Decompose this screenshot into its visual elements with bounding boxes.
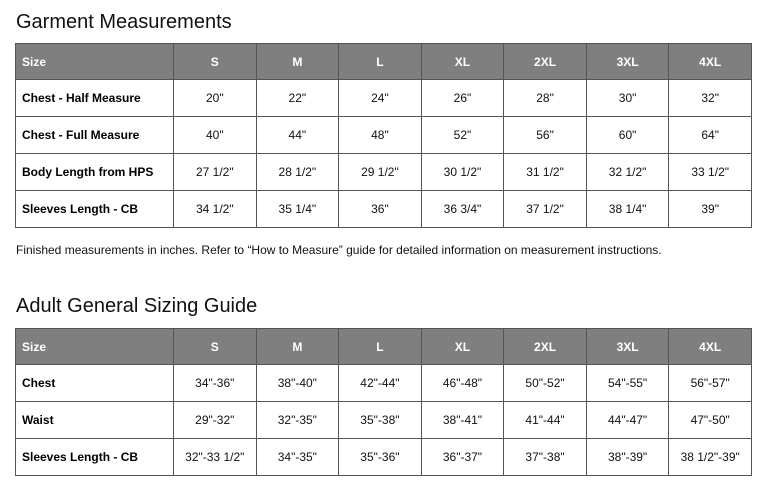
table-header-row <box>16 44 752 80</box>
table-cell: 20" <box>174 80 257 117</box>
table-cell: 31 1/2" <box>504 154 587 191</box>
table-cell: 30" <box>586 80 669 117</box>
row-label: Chest <box>16 365 174 402</box>
table-cell: 34"-35" <box>256 439 339 476</box>
table-row <box>16 402 752 439</box>
header-cell-2xl: 2XL <box>504 329 587 365</box>
header-cell-l: L <box>339 329 422 365</box>
header-cell-s: S <box>174 44 257 80</box>
table-cell: 64" <box>669 117 752 154</box>
row-label: Chest - Half Measure <box>16 80 174 117</box>
header-cell-m: M <box>256 329 339 365</box>
table-row <box>16 191 752 228</box>
table-cell: 46"-48" <box>421 365 504 402</box>
table-header-row <box>16 329 752 365</box>
table-cell: 35"-36" <box>339 439 422 476</box>
table-cell: 39" <box>669 191 752 228</box>
table-cell: 38 1/4" <box>586 191 669 228</box>
table-cell: 37 1/2" <box>504 191 587 228</box>
garment-measurements-table <box>15 43 752 228</box>
table-cell: 22" <box>256 80 339 117</box>
header-cell-3xl: 3XL <box>586 44 669 80</box>
header-cell-xl: XL <box>421 329 504 365</box>
table-cell: 47"-50" <box>669 402 752 439</box>
table-cell: 32 1/2" <box>586 154 669 191</box>
table-row <box>16 80 752 117</box>
table-cell: 50"-52" <box>504 365 587 402</box>
measurement-note: Finished measurements in inches. Refer to “How to Measure” guide for detailed information on measurement instructions. <box>16 243 662 257</box>
table-cell: 56" <box>504 117 587 154</box>
header-cell-2xl: 2XL <box>504 44 587 80</box>
table-cell: 33 1/2" <box>669 154 752 191</box>
table-cell: 37"-38" <box>504 439 587 476</box>
table-cell: 32" <box>669 80 752 117</box>
row-label: Body Length from HPS <box>16 154 174 191</box>
header-cell-size: Size <box>16 44 174 80</box>
adult-sizing-guide-table <box>15 328 752 476</box>
table-cell: 38"-40" <box>256 365 339 402</box>
table-cell: 48" <box>339 117 422 154</box>
table-cell: 34"-36" <box>174 365 257 402</box>
table-cell: 24" <box>339 80 422 117</box>
row-label: Sleeves Length - CB <box>16 191 174 228</box>
table-cell: 52" <box>421 117 504 154</box>
table-cell: 54"-55" <box>586 365 669 402</box>
header-cell-s: S <box>174 329 257 365</box>
table-cell: 30 1/2" <box>421 154 504 191</box>
table-cell: 26" <box>421 80 504 117</box>
header-cell-l: L <box>339 44 422 80</box>
table-cell: 44" <box>256 117 339 154</box>
header-cell-xl: XL <box>421 44 504 80</box>
table-cell: 60" <box>586 117 669 154</box>
header-cell-3xl: 3XL <box>586 329 669 365</box>
header-cell-4xl: 4XL <box>669 44 752 80</box>
table-cell: 34 1/2" <box>174 191 257 228</box>
table-row <box>16 365 752 402</box>
table-cell: 36"-37" <box>421 439 504 476</box>
table-row <box>16 117 752 154</box>
table-cell: 36 3/4" <box>421 191 504 228</box>
table-cell: 36" <box>339 191 422 228</box>
table-cell: 56"-57" <box>669 365 752 402</box>
table-cell: 35 1/4" <box>256 191 339 228</box>
table-row <box>16 154 752 191</box>
garment-measurements-title: Garment Measurements <box>16 11 232 33</box>
table-cell: 44"-47" <box>586 402 669 439</box>
table-cell: 28" <box>504 80 587 117</box>
table-cell: 41"-44" <box>504 402 587 439</box>
table-cell: 35"-38" <box>339 402 422 439</box>
row-label: Chest - Full Measure <box>16 117 174 154</box>
table-cell: 42"-44" <box>339 365 422 402</box>
table-cell: 38"-39" <box>586 439 669 476</box>
header-cell-4xl: 4XL <box>669 329 752 365</box>
table-cell: 29 1/2" <box>339 154 422 191</box>
table-cell: 27 1/2" <box>174 154 257 191</box>
table-cell: 38"-41" <box>421 402 504 439</box>
table-cell: 40" <box>174 117 257 154</box>
row-label: Sleeves Length - CB <box>16 439 174 476</box>
row-label: Waist <box>16 402 174 439</box>
table-cell: 29"-32" <box>174 402 257 439</box>
table-cell: 32"-33 1/2" <box>174 439 257 476</box>
table-cell: 28 1/2" <box>256 154 339 191</box>
adult-sizing-guide-title: Adult General Sizing Guide <box>16 295 258 317</box>
table-row <box>16 439 752 476</box>
table-cell: 32"-35" <box>256 402 339 439</box>
header-cell-m: M <box>256 44 339 80</box>
table-cell: 38 1/2"-39" <box>669 439 752 476</box>
header-cell-size: Size <box>16 329 174 365</box>
